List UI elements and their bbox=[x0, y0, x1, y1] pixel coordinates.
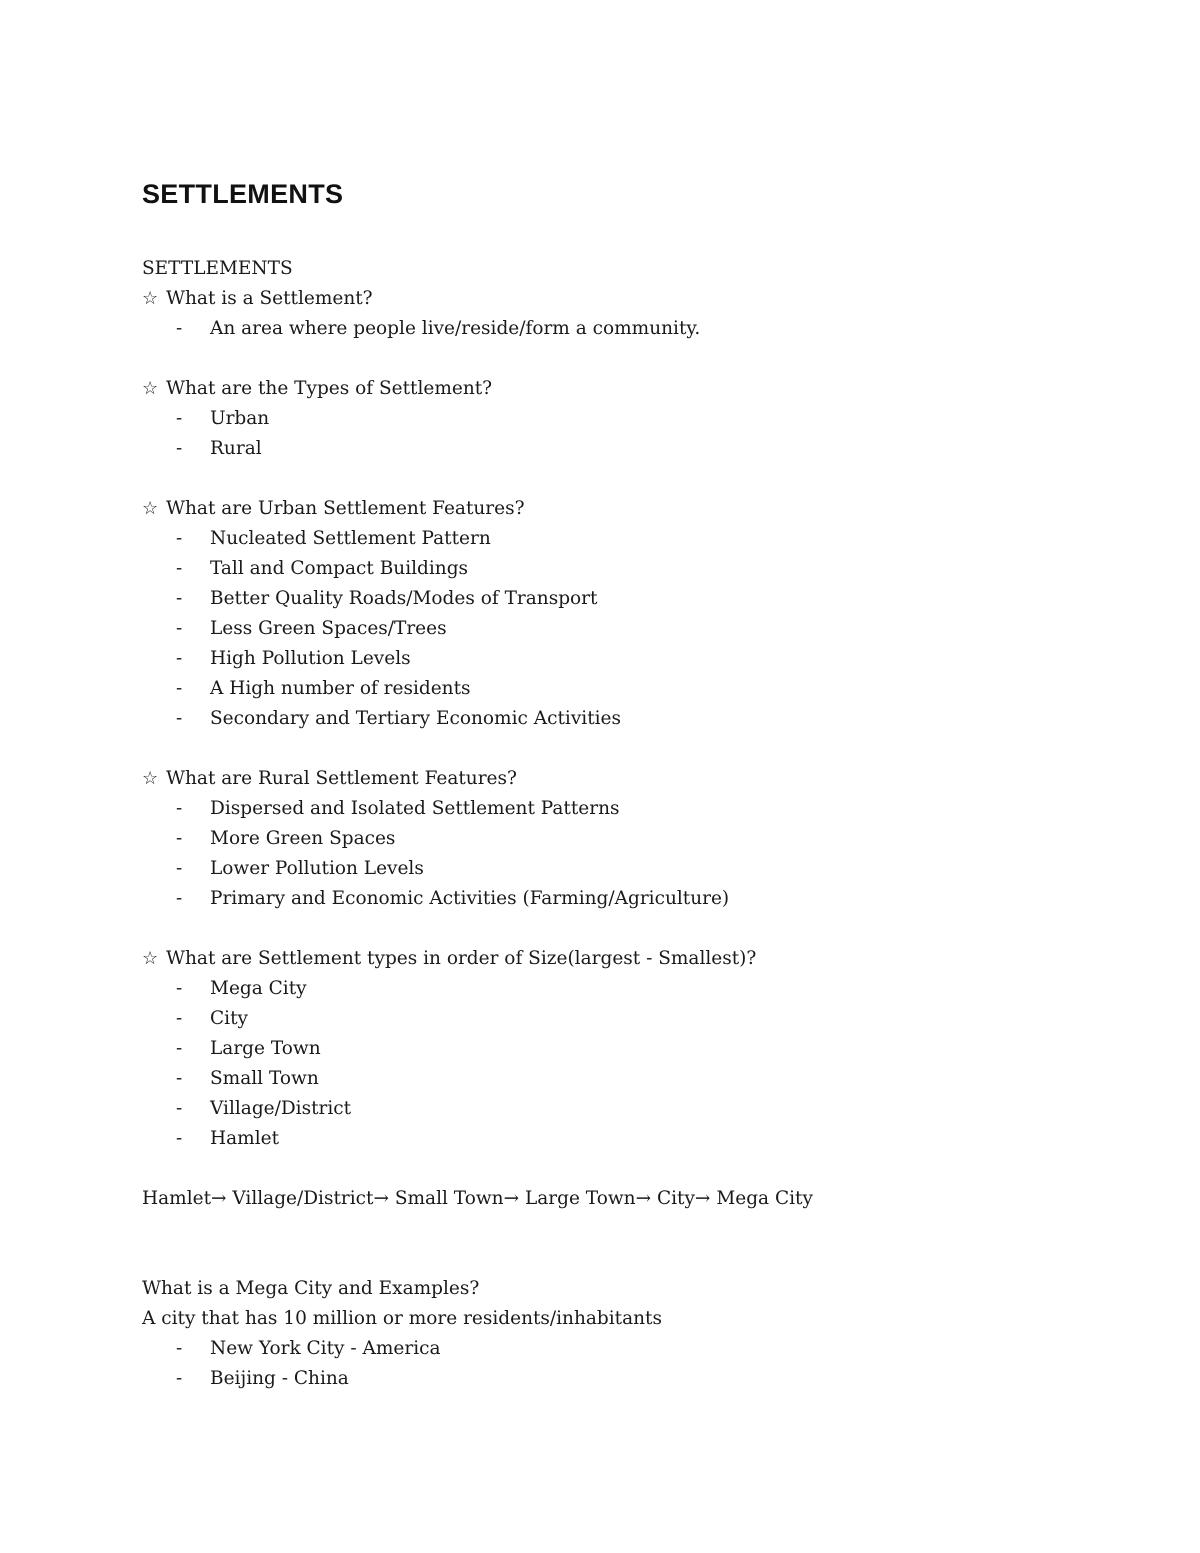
list-item-text: Urban bbox=[210, 408, 270, 429]
document-title: SETTLEMENTS bbox=[142, 179, 344, 209]
list-item bbox=[142, 554, 1142, 584]
star-icon: ☆ bbox=[142, 768, 159, 789]
list-item-text: An area where people live/reside/form a community. bbox=[210, 318, 701, 339]
list-item-text: City bbox=[210, 1008, 248, 1029]
list-item-text: Mega City bbox=[210, 978, 307, 999]
dash-icon: - bbox=[176, 1038, 183, 1059]
list-item bbox=[142, 704, 1142, 734]
question-text: What is a Settlement? bbox=[166, 288, 373, 309]
dash-icon: - bbox=[176, 648, 183, 669]
spacer bbox=[142, 1214, 1142, 1274]
dash-icon: - bbox=[176, 828, 183, 849]
list-item-text: A High number of residents bbox=[210, 678, 471, 699]
star-icon: ☆ bbox=[142, 498, 159, 519]
dash-icon: - bbox=[176, 678, 183, 699]
list-item-text: Primary and Economic Activities (Farming/Agriculture) bbox=[210, 888, 730, 909]
list-item-text: Secondary and Tertiary Economic Activities bbox=[210, 708, 621, 729]
list-item-text: Small Town bbox=[210, 1068, 319, 1089]
mega-city-definition: A city that has 10 million or more residents/inhabitants bbox=[142, 1308, 662, 1329]
list-item-text: More Green Spaces bbox=[210, 828, 396, 849]
list-item bbox=[142, 824, 1142, 854]
question-line bbox=[142, 374, 1142, 404]
list-item bbox=[142, 404, 1142, 434]
answer-list bbox=[142, 974, 1142, 1154]
list-item bbox=[142, 674, 1142, 704]
spacer bbox=[142, 1154, 1142, 1184]
list-item bbox=[142, 314, 1142, 344]
list-item-text: High Pollution Levels bbox=[210, 648, 411, 669]
list-item-text: Less Green Spaces/Trees bbox=[210, 618, 447, 639]
list-item-text: Large Town bbox=[210, 1038, 321, 1059]
list-item-text: Dispersed and Isolated Settlement Patterns bbox=[210, 798, 620, 819]
list-item bbox=[142, 1094, 1142, 1124]
dash-icon: - bbox=[176, 618, 183, 639]
spacer bbox=[142, 464, 1142, 494]
spacer bbox=[142, 914, 1142, 944]
dash-icon: - bbox=[176, 888, 183, 909]
document-body bbox=[142, 254, 1142, 1394]
mega-city-question: What is a Mega City and Examples? bbox=[142, 1278, 480, 1299]
dash-icon: - bbox=[176, 438, 183, 459]
list-item bbox=[142, 794, 1142, 824]
list-item-text: Nucleated Settlement Pattern bbox=[210, 528, 491, 549]
star-icon: ☆ bbox=[142, 948, 159, 969]
list-item bbox=[142, 974, 1142, 1004]
dash-icon: - bbox=[176, 978, 183, 999]
section-heading: SETTLEMENTS bbox=[142, 258, 293, 279]
list-item-text: Rural bbox=[210, 438, 262, 459]
list-item-text: Better Quality Roads/Modes of Transport bbox=[210, 588, 598, 609]
question-text: What are Settlement types in order of Size(largest - Smallest)? bbox=[166, 948, 757, 969]
answer-list bbox=[142, 524, 1142, 734]
list-item bbox=[142, 524, 1142, 554]
dash-icon: - bbox=[176, 1368, 183, 1389]
example-list bbox=[142, 1334, 1142, 1394]
list-item bbox=[142, 1004, 1142, 1034]
question-text: What are Rural Settlement Features? bbox=[166, 768, 517, 789]
dash-icon: - bbox=[176, 1128, 183, 1149]
list-item-text: Tall and Compact Buildings bbox=[210, 558, 469, 579]
list-item-text: Hamlet bbox=[210, 1128, 280, 1149]
question-line bbox=[142, 284, 1142, 314]
list-item bbox=[142, 854, 1142, 884]
list-item bbox=[142, 1034, 1142, 1064]
dash-icon: - bbox=[176, 588, 183, 609]
question-line bbox=[142, 764, 1142, 794]
list-item bbox=[142, 434, 1142, 464]
dash-icon: - bbox=[176, 1068, 183, 1089]
star-icon: ☆ bbox=[142, 378, 159, 399]
spacer bbox=[142, 344, 1142, 374]
list-item-text: Beijing - China bbox=[210, 1368, 349, 1389]
question-line bbox=[142, 494, 1142, 524]
list-item-text: New York City - America bbox=[210, 1338, 441, 1359]
dash-icon: - bbox=[176, 408, 183, 429]
question-text: What are Urban Settlement Features? bbox=[166, 498, 525, 519]
dash-icon: - bbox=[176, 1338, 183, 1359]
dash-icon: - bbox=[176, 708, 183, 729]
dash-icon: - bbox=[176, 798, 183, 819]
hierarchy-line: Hamlet→ Village/District→ Small Town→ Large Town→ City→ Mega City bbox=[142, 1188, 813, 1209]
dash-icon: - bbox=[176, 318, 183, 339]
answer-list bbox=[142, 314, 1142, 344]
dash-icon: - bbox=[176, 528, 183, 549]
list-item bbox=[142, 1364, 1142, 1394]
dash-icon: - bbox=[176, 1098, 183, 1119]
list-item-text: Lower Pollution Levels bbox=[210, 858, 424, 879]
dash-icon: - bbox=[176, 1008, 183, 1029]
spacer bbox=[142, 734, 1142, 764]
star-icon: ☆ bbox=[142, 288, 159, 309]
dash-icon: - bbox=[176, 858, 183, 879]
question-text: What are the Types of Settlement? bbox=[166, 378, 493, 399]
list-item bbox=[142, 1064, 1142, 1094]
list-item bbox=[142, 884, 1142, 914]
list-item bbox=[142, 614, 1142, 644]
list-item bbox=[142, 1124, 1142, 1154]
answer-list bbox=[142, 794, 1142, 914]
answer-list bbox=[142, 404, 1142, 464]
list-item bbox=[142, 584, 1142, 614]
list-item bbox=[142, 644, 1142, 674]
list-item-text: Village/District bbox=[210, 1098, 352, 1119]
list-item bbox=[142, 1334, 1142, 1364]
dash-icon: - bbox=[176, 558, 183, 579]
question-line bbox=[142, 944, 1142, 974]
